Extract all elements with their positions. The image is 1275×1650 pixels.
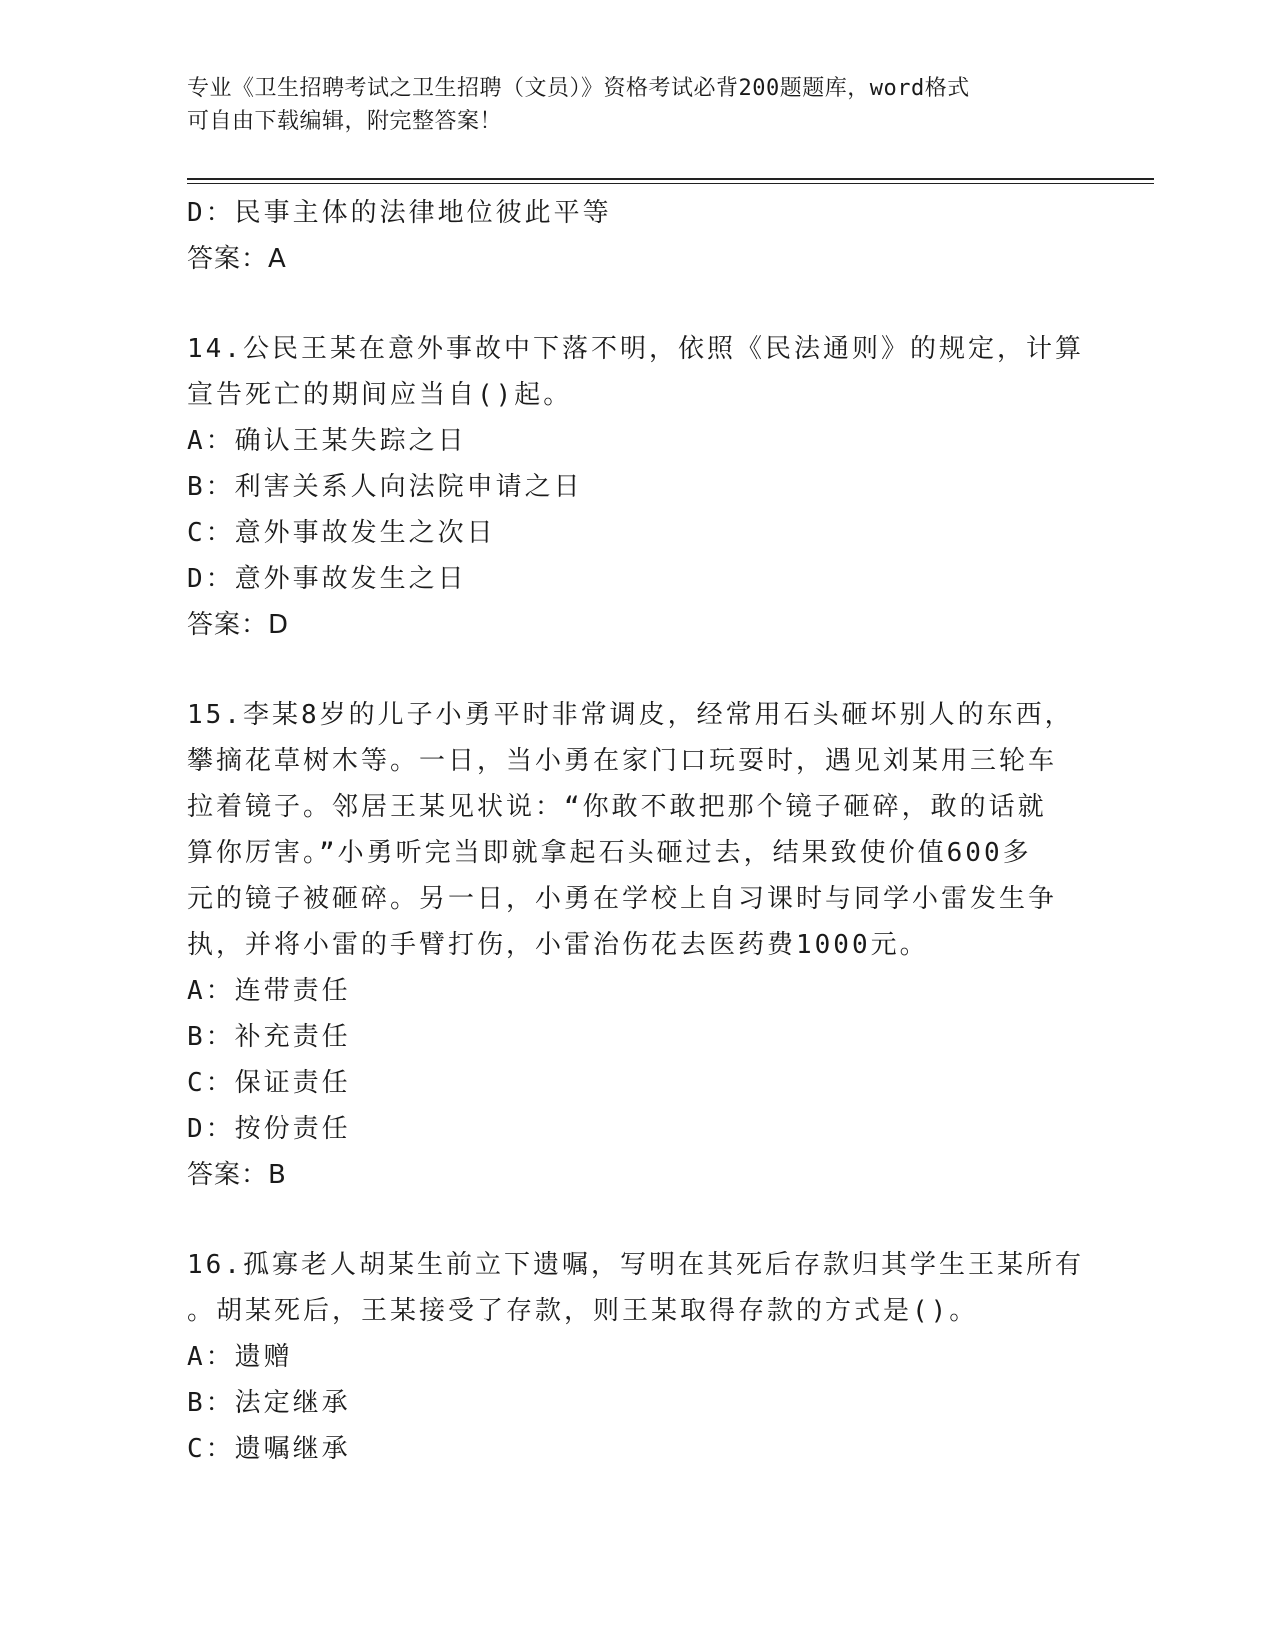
header-divider-thin [187, 183, 1154, 184]
prev-answer: 答案：A [187, 244, 287, 274]
question-14-option-b: B：利害关系人向法院申请之日 [187, 472, 583, 502]
question-14-stem-line-1: 14.公民王某在意外事故中下落不明，依照《民法通则》的规定，计算 [187, 334, 1084, 364]
question-15-stem-line-2: 攀摘花草树木等。一日，当小勇在家门口玩耍时，遇见刘某用三轮车 [187, 746, 1058, 776]
header-divider-thick [187, 178, 1154, 180]
question-15-option-b: B：补充责任 [187, 1022, 351, 1052]
question-16 [187, 1242, 1087, 1472]
header-line-2: 可自由下载编辑，附完整答案！ [187, 109, 503, 134]
question-14-option-a: A：确认王某失踪之日 [187, 426, 467, 456]
question-list [187, 190, 1087, 1472]
question-16-option-b: B：法定继承 [187, 1388, 351, 1418]
spacer [187, 1198, 1087, 1242]
question-14-option-d: D：意外事故发生之日 [187, 564, 467, 594]
question-16-option-c: C：遗嘱继承 [187, 1434, 351, 1464]
question-15-option-c: C：保证责任 [187, 1068, 351, 1098]
question-14-option-c: C：意外事故发生之次日 [187, 518, 496, 548]
spacer [187, 282, 1087, 326]
question-14-answer: 答案：D [187, 610, 290, 640]
question-16-stem-line-1: 16.孤寡老人胡某生前立下遗嘱，写明在其死后存款归其学生王某所有 [187, 1250, 1084, 1280]
question-15-stem-line-1: 15.李某8岁的儿子小勇平时非常调皮，经常用石头砸坏别人的东西， [187, 700, 1074, 730]
question-15 [187, 692, 1087, 1198]
question-15-stem-line-3: 拉着镜子。邻居王某见状说：“你敢不敢把那个镜子砸碎，敢的话就 [187, 792, 1047, 822]
question-15-answer: 答案：B [187, 1160, 287, 1190]
spacer [187, 648, 1087, 692]
prev-option-d: D：民事主体的法律地位彼此平等 [187, 198, 612, 228]
question-15-stem-line-5: 元的镜子被砸碎。另一日，小勇在学校上自习课时与同学小雷发生争 [187, 884, 1058, 914]
question-16-stem-line-2: 。胡某死后，王某接受了存款，则王某取得存款的方式是()。 [187, 1296, 979, 1326]
question-15-option-a: A：连带责任 [187, 976, 351, 1006]
header-line-1: 专业《卫生招聘考试之卫生招聘（文员）》资格考试必背200题题库，word格式 [187, 76, 970, 101]
question-14 [187, 326, 1087, 648]
document-header [187, 72, 1087, 138]
question-14-stem-line-2: 宣告死亡的期间应当自()起。 [187, 380, 573, 410]
question-16-option-a: A：遗赠 [187, 1342, 293, 1372]
question-15-stem-line-4: 算你厉害。”小勇听完当即就拿起石头砸过去，结果致使价值600多 [187, 838, 1032, 868]
question-15-option-d: D：按份责任 [187, 1114, 351, 1144]
question-15-stem-line-6: 执，并将小雷的手臂打伤，小雷治伤花去医药费1000元。 [187, 930, 929, 960]
